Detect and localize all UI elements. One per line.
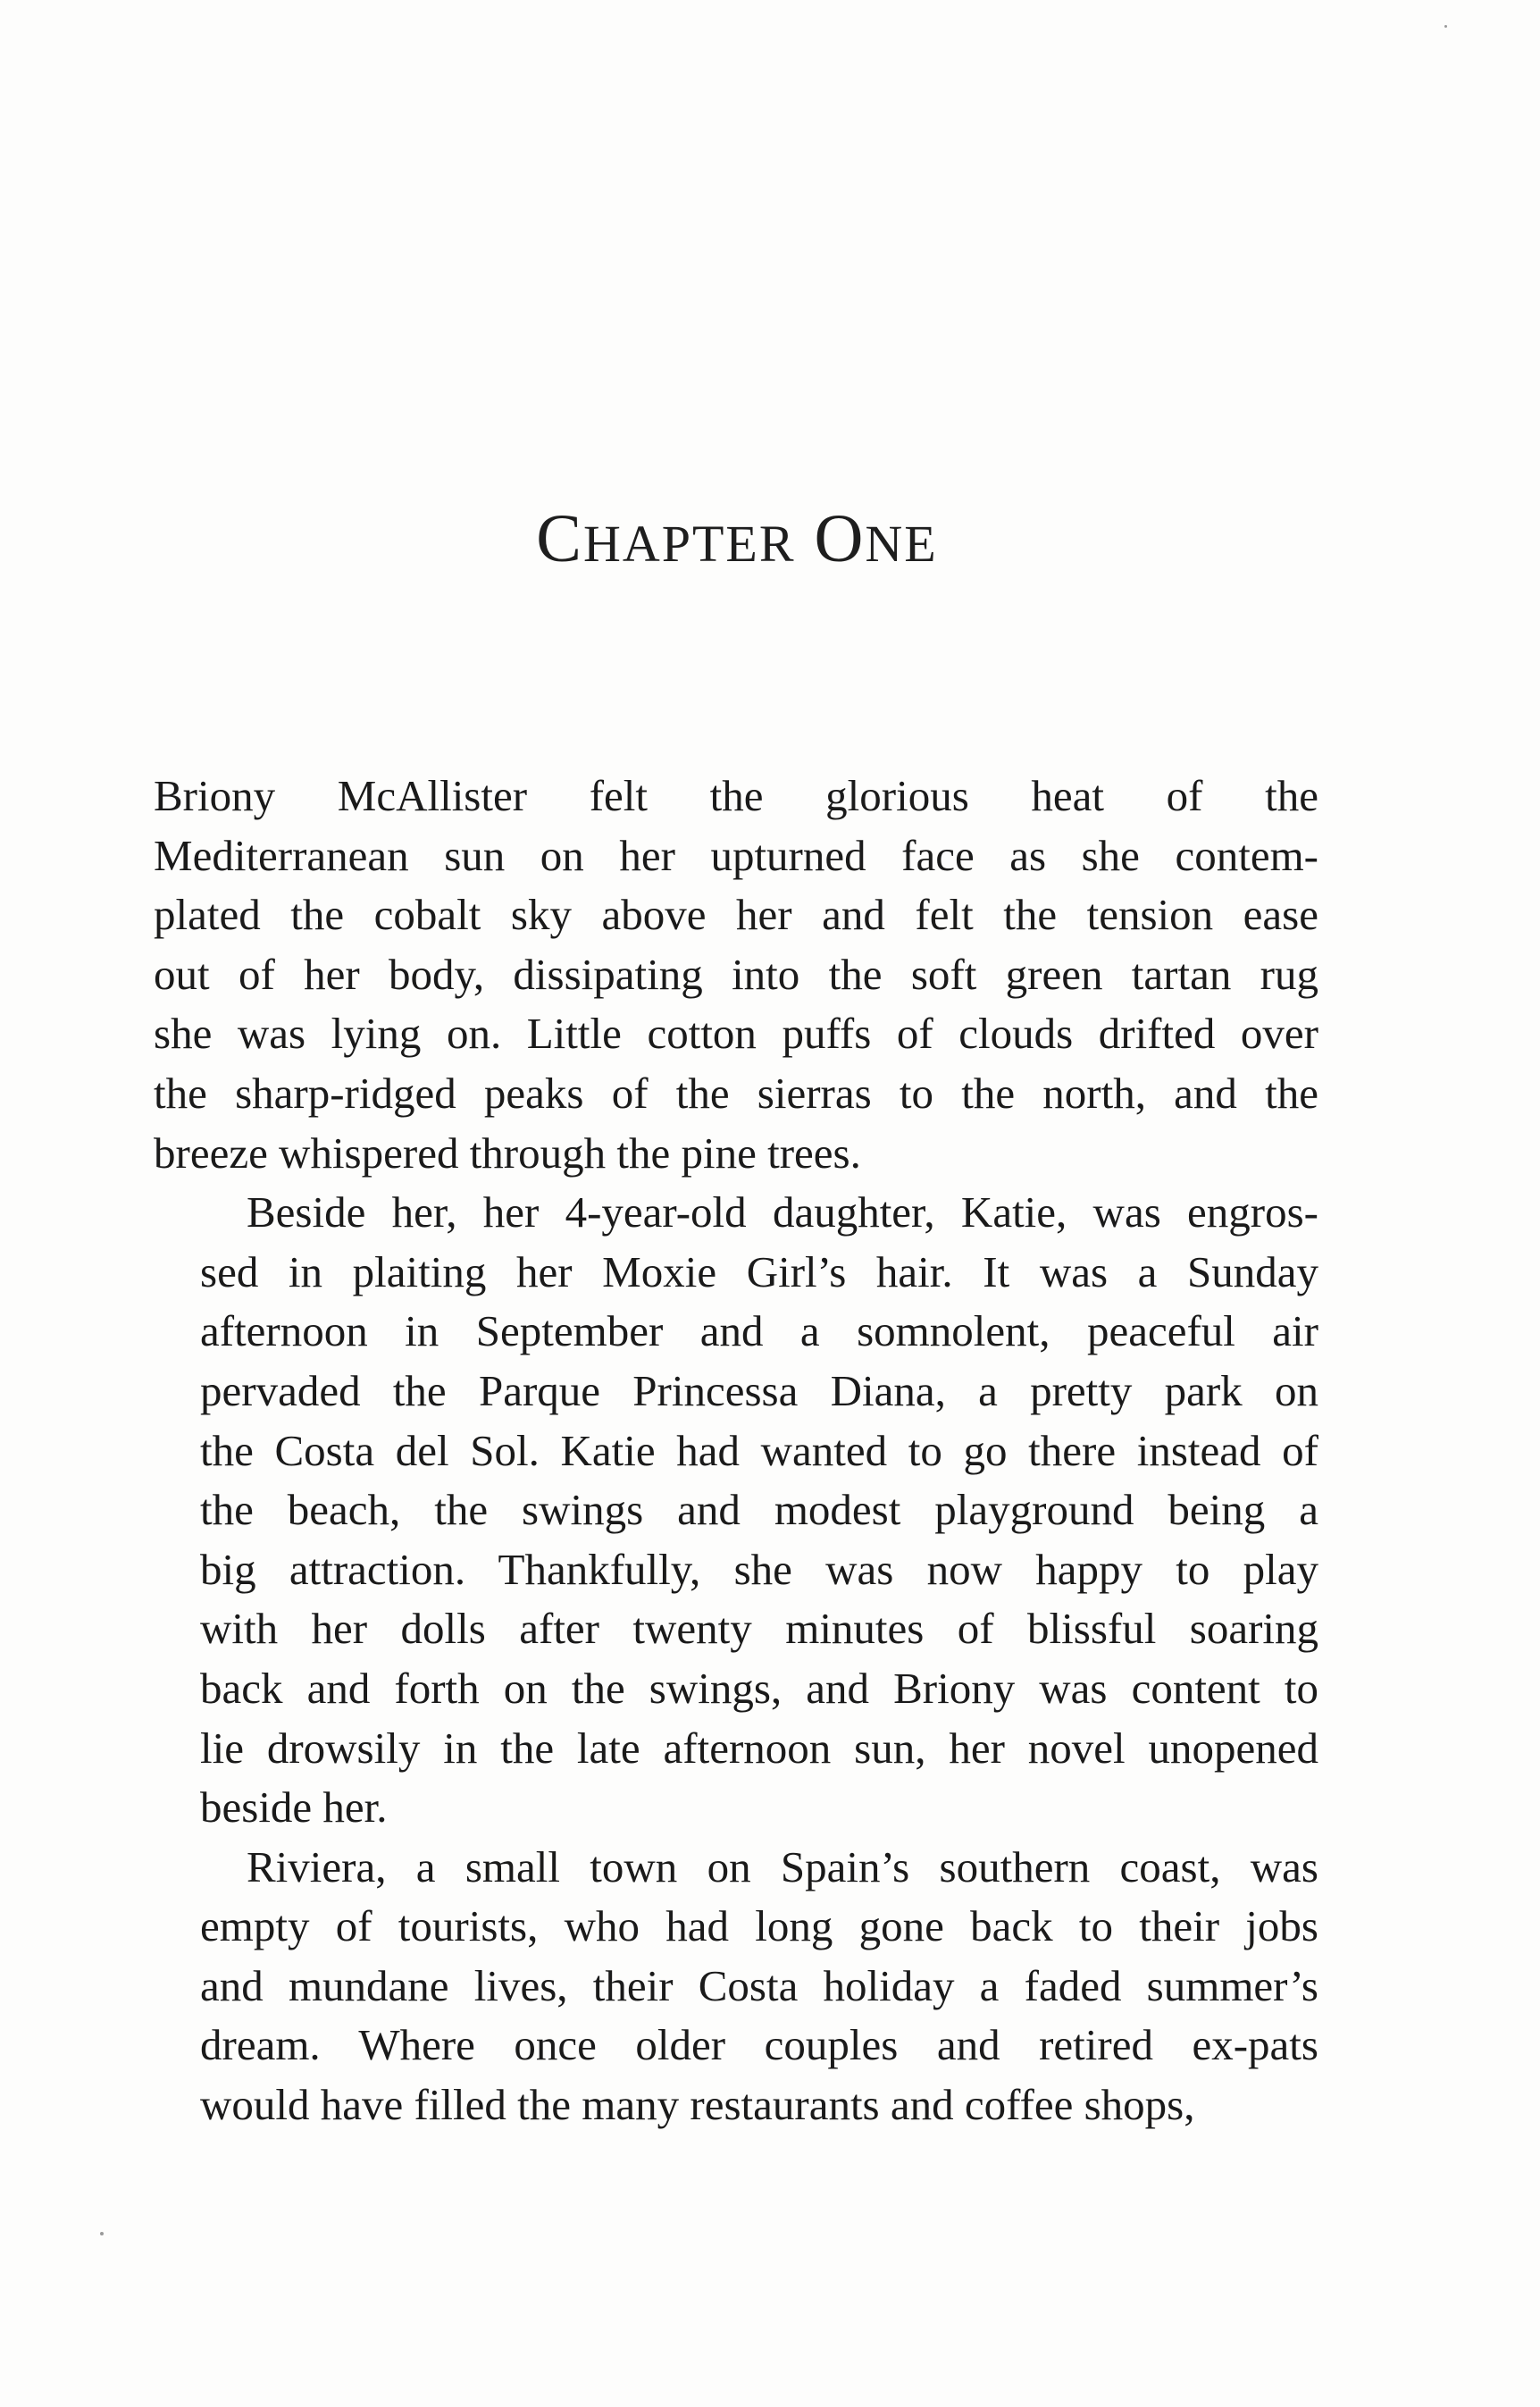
chapter-heading-rest-2: NE	[865, 515, 938, 573]
text-line: Riviera, a small town on Spain’s southern coast, was	[247, 1841, 1318, 1891]
text-line: the beach, the swings and modest playground being a	[200, 1485, 1318, 1535]
text-line: breeze whispered through the pine trees.	[154, 1128, 861, 1178]
paragraph	[154, 1183, 1318, 1838]
text-line: sed in plaiting her Moxie Girl’s hair. It was a Sunday	[200, 1246, 1318, 1296]
text-line: afternoon in September and a somnolent, peaceful air	[200, 1306, 1318, 1356]
chapter-heading	[0, 500, 1474, 578]
chapter-heading-initial-1: C	[536, 501, 583, 576]
text-line: empty of tourists, who had long gone back to their jobs	[200, 1901, 1318, 1951]
scan-speck	[100, 2232, 104, 2235]
paragraph	[154, 767, 1318, 1183]
text-line: beside her.	[200, 1782, 388, 1833]
text-line: Briony McAllister felt the glorious heat of the	[154, 771, 1318, 820]
text-line: and mundane lives, their Costa holiday a faded summer’s	[200, 1960, 1318, 2010]
chapter-heading-rest-1: HAPTER	[582, 515, 796, 573]
text-line: dream. Where once older couples and retired ex-pats	[200, 2020, 1318, 2070]
text-line: back and forth on the swings, and Briony was content to	[200, 1663, 1318, 1713]
text-line: would have filled the many restaurants and coffee shops,	[200, 2080, 1195, 2130]
text-line: out of her body, dissipating into the soft green tartan rug	[154, 949, 1318, 999]
text-line: big attraction. Thankfully, she was now happy to play	[200, 1544, 1318, 1594]
text-line: the sharp-ridged peaks of the sierras to the north, and the	[154, 1068, 1318, 1118]
text-line: plated the cobalt sky above her and felt the tension ease	[154, 890, 1318, 940]
text-line: the Costa del Sol. Katie had wanted to go there instead of	[200, 1425, 1318, 1475]
text-line: with her dolls after twenty minutes of blissful soaring	[200, 1604, 1318, 1654]
scan-speck	[1444, 25, 1447, 28]
text-line: Mediterranean sun on her upturned face as she contem-	[154, 830, 1318, 880]
text-line: she was lying on. Little cotton puffs of clouds drifted over	[154, 1009, 1318, 1059]
text-line: lie drowsily in the late afternoon sun, her novel unopened	[200, 1723, 1318, 1773]
chapter-body	[154, 767, 1318, 2135]
paragraph	[154, 1838, 1318, 2135]
text-line: Beside her, her 4-year-old daughter, Katie, was engros-	[247, 1187, 1318, 1237]
text-line: pervaded the Parque Princessa Diana, a pretty park on	[200, 1365, 1318, 1415]
chapter-heading-initial-2: O	[814, 501, 866, 576]
